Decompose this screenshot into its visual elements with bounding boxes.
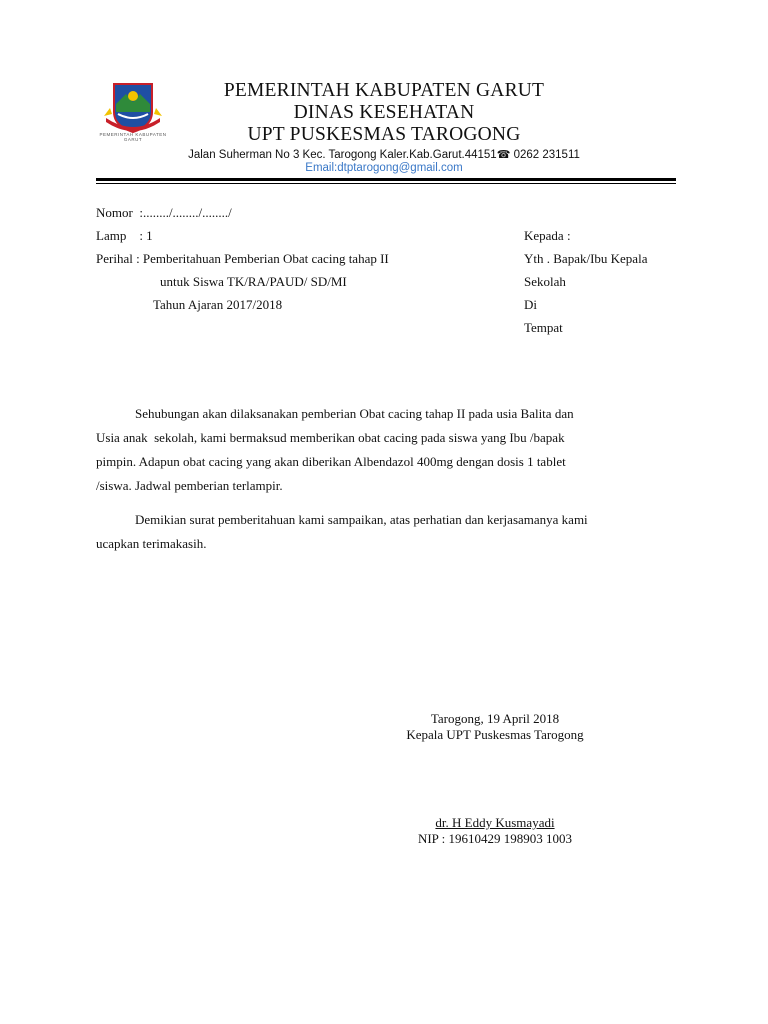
lamp-line: Lamp : 1 bbox=[96, 228, 153, 243]
signature-place-date: Tarogong, 19 April 2018 bbox=[430, 711, 560, 726]
letterhead-email: Email:dtptarogong@gmail.com bbox=[305, 162, 463, 174]
body-paragraph-1-line-3: pimpin. Adapun obat cacing yang akan diberikan Albendazol 400mg dengan dosis 1 tablet bbox=[96, 454, 566, 469]
body-paragraph-1-line-2: Usia anak sekolah, kami bermaksud memberikan obat cacing pada siswa yang Ibu /bapak bbox=[96, 430, 565, 445]
recipient-yth: Yth . Bapak/Ibu Kepala bbox=[524, 251, 648, 266]
recipient-tempat: Tempat bbox=[524, 320, 563, 335]
letterhead-address bbox=[0, 148, 768, 162]
perihal-line-2: untuk Siswa TK/RA/PAUD/ SD/MI bbox=[160, 274, 347, 289]
letterhead-divider-thick bbox=[96, 178, 676, 181]
recipient-sekolah: Sekolah bbox=[524, 274, 566, 289]
recipient-di: Di bbox=[524, 297, 537, 312]
signature-position: Kepala UPT Puskesmas Tarogong bbox=[406, 727, 584, 742]
phone-number: 0262 231511 bbox=[510, 149, 580, 161]
telephone-icon: ☎ bbox=[496, 149, 511, 161]
letterhead-title-2: DINAS KESEHATAN bbox=[293, 102, 475, 123]
address-text: Jalan Suherman No 3 Kec. Tarogong Kaler.Kab.Garut.44151 bbox=[188, 149, 497, 161]
letterhead-title-1: PEMERINTAH KABUPATEN GARUT bbox=[223, 80, 545, 101]
body-paragraph-1-line-1: Sehubungan akan dilaksanakan pemberian Obat cacing tahap II pada usia Balita dan bbox=[135, 406, 574, 421]
crest-caption: PEMERINTAH KABUPATEN GARUT bbox=[99, 132, 167, 142]
body-paragraph-2-line-1: Demikian surat pemberitahuan kami sampaikan, atas perhatian dan kerjasamanya kami bbox=[135, 512, 588, 527]
body-paragraph-1-line-4: /siswa. Jadwal pemberian terlampir. bbox=[96, 478, 283, 493]
perihal-line-3: Tahun Ajaran 2017/2018 bbox=[153, 297, 283, 312]
signature-name bbox=[340, 815, 650, 831]
letterhead-divider-thin bbox=[96, 183, 676, 184]
perihal-line-1: Perihal : Pemberitahuan Pemberian Obat cacing tahap II bbox=[96, 251, 389, 266]
signatory-name: dr. H Eddy Kusmayadi bbox=[435, 815, 555, 830]
recipient-kepada: Kepada : bbox=[524, 228, 571, 243]
body-paragraph-2-line-2: ucapkan terimakasih. bbox=[96, 536, 207, 551]
signature-nip: NIP : 19610429 198903 1003 bbox=[417, 831, 573, 846]
nomor-line: Nomor :......../......../......../ bbox=[96, 205, 232, 220]
letterhead-title-3: UPT PUSKESMAS TAROGONG bbox=[247, 124, 521, 145]
